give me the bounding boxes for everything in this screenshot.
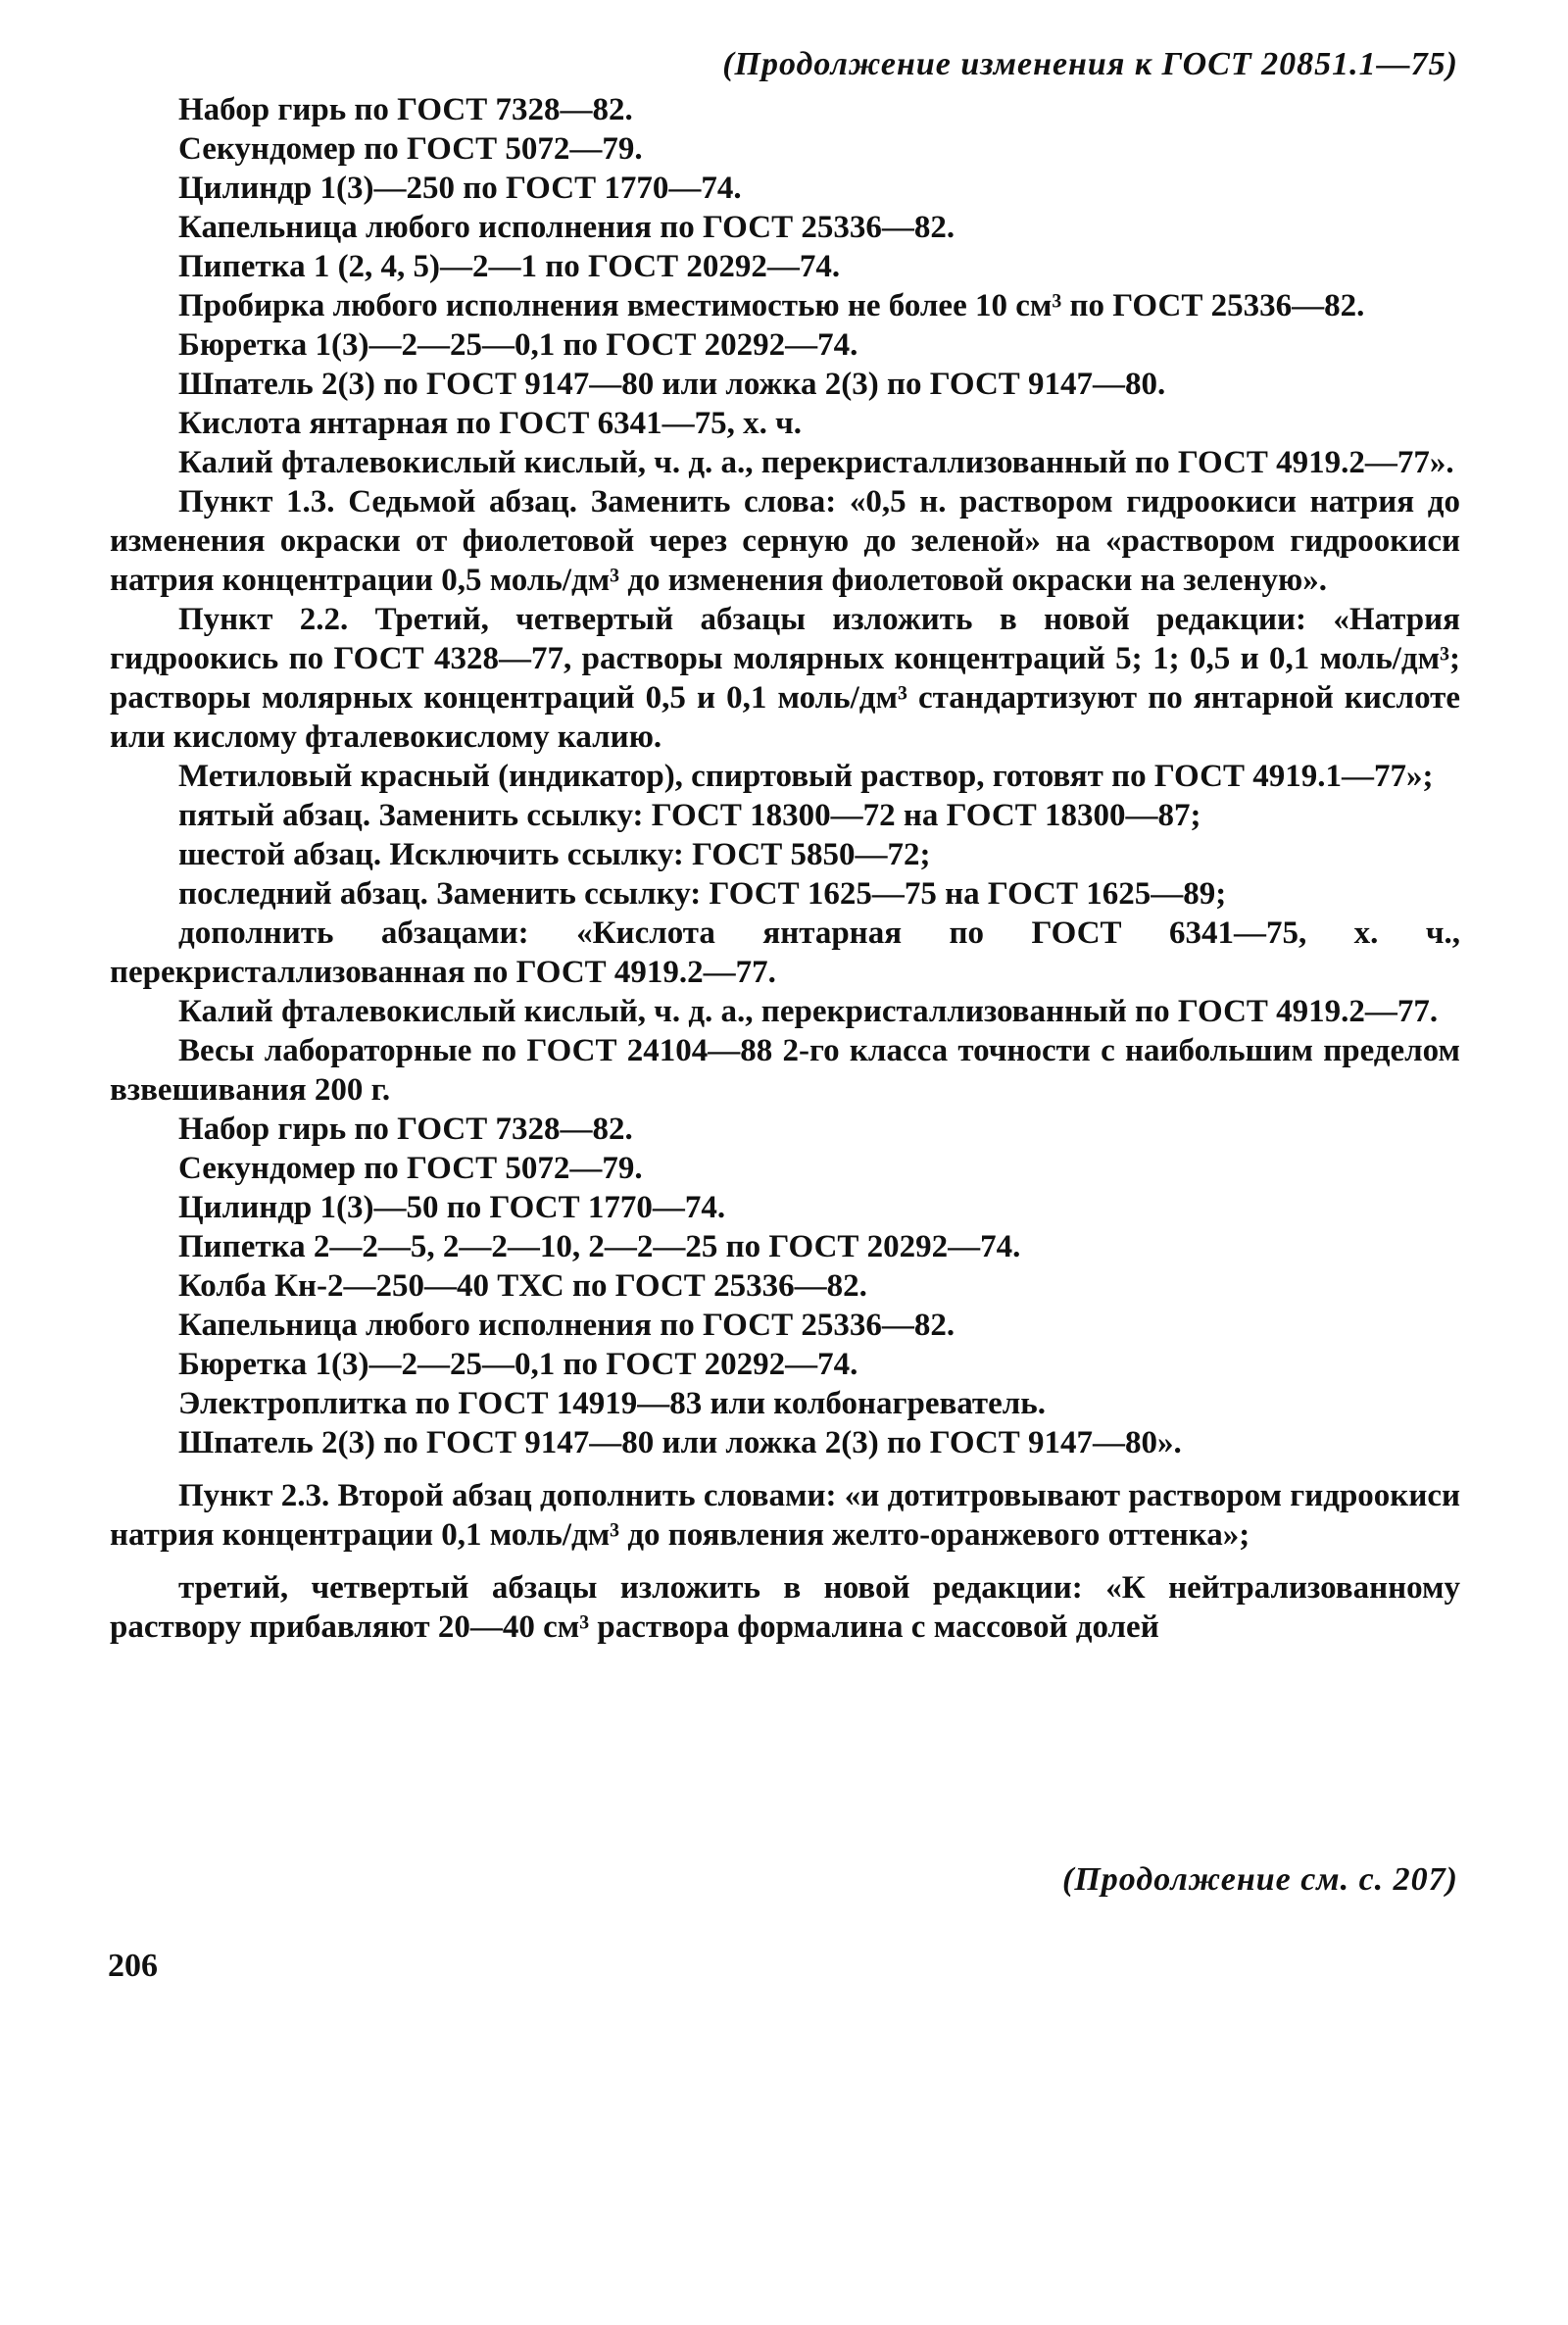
paragraph: Калий фталевокислый кислый, ч. д. а., перекристаллизованный по ГОСТ 4919.2—77. <box>178 994 1439 1029</box>
paragraph: Набор гирь по ГОСТ 7328—82. <box>178 92 633 127</box>
paragraph: третий, четвертый абзацы изложить в новой редакции: «К нейтрализованному раствору прибавляют 20—40 см³ раствора формалина с массовой долей <box>110 1570 1460 1645</box>
paragraph: дополнить абзацами: «Кислота янтарная по ГОСТ 6341—75, х. ч., перекристаллизованная по ГОСТ 4919.2—77. <box>110 915 1460 990</box>
paragraph: Пункт 1.3. Седьмой абзац. Заменить слова: «0,5 н. раствором гидроокиси натрия до изменения окраски от фиолетовой через серную до зеленой» на «раствором гидроокиси натрия концентрации 0,5 моль/дм³ до изменения фиолетовой окраски на зеленую». <box>110 484 1460 598</box>
continuation-header: (Продолжение изменения к ГОСТ 20851.1—75) <box>722 46 1458 82</box>
paragraph: Цилиндр 1(3)—50 по ГОСТ 1770—74. <box>178 1190 726 1225</box>
paragraph: Кислота янтарная по ГОСТ 6341—75, х. ч. <box>178 406 802 441</box>
page-number: 206 <box>108 1948 158 1984</box>
paragraph: Секундомер по ГОСТ 5072—79. <box>178 1151 643 1186</box>
paragraph: Калий фталевокислый кислый, ч. д. а., перекристаллизованный по ГОСТ 4919.2—77». <box>178 445 1454 480</box>
paragraph: Пипетка 2—2—5, 2—2—10, 2—2—25 по ГОСТ 20292—74. <box>178 1229 1021 1264</box>
paragraph: Колба Кн-2—250—40 ТХС по ГОСТ 25336—82. <box>178 1268 867 1304</box>
paragraph: Пункт 2.3. Второй абзац дополнить словами: «и дотитровывают раствором гидроокиси натрия концентрации 0,1 моль/дм³ до появления желто-оранжевого оттенка»; <box>110 1478 1460 1553</box>
paragraph: Пипетка 1 (2, 4, 5)—2—1 по ГОСТ 20292—74. <box>178 249 841 284</box>
continuation-footer: (Продолжение см. с. 207) <box>1062 1861 1458 1898</box>
paragraph: Бюретка 1(3)—2—25—0,1 по ГОСТ 20292—74. <box>178 327 858 363</box>
paragraph: Пробирка любого исполнения вместимостью не более 10 см³ по ГОСТ 25336—82. <box>178 288 1365 323</box>
paragraph: Секундомер по ГОСТ 5072—79. <box>178 131 643 167</box>
paragraph: Шпатель 2(3) по ГОСТ 9147—80 или ложка 2(3) по ГОСТ 9147—80. <box>178 367 1166 402</box>
paragraph: Капельница любого исполнения по ГОСТ 25336—82. <box>178 1308 956 1343</box>
paragraph: Метиловый красный (индикатор), спиртовый раствор, готовят по ГОСТ 4919.1—77»; <box>178 759 1434 794</box>
paragraph: шестой абзац. Исключить ссылку: ГОСТ 5850—72; <box>178 837 931 872</box>
paragraph: Электроплитка по ГОСТ 14919—83 или колбонагреватель. <box>178 1386 1047 1421</box>
paragraph: Капельница любого исполнения по ГОСТ 25336—82. <box>178 210 956 245</box>
paragraph: Весы лабораторные по ГОСТ 24104—88 2-го класса точности с наибольшим пределом взвешивания 200 г. <box>110 1033 1460 1108</box>
paragraph: Цилиндр 1(3)—250 по ГОСТ 1770—74. <box>178 171 742 206</box>
paragraph: Пункт 2.2. Третий, четвертый абзацы изложить в новой редакции: «Натрия гидроокись по ГОСТ 4328—77, растворы молярных концентраций 5; 1; 0,5 и 0,1 моль/дм³; растворы молярных концентраций 0,5 и 0,1 моль/дм³ стандартизуют по янтарной кислоте или кислому фталевокислому калию. <box>110 602 1460 755</box>
paragraph: последний абзац. Заменить ссылку: ГОСТ 1625—75 на ГОСТ 1625—89; <box>178 876 1227 912</box>
paragraph: Набор гирь по ГОСТ 7328—82. <box>178 1112 633 1147</box>
paragraph: пятый абзац. Заменить ссылку: ГОСТ 18300—72 на ГОСТ 18300—87; <box>178 798 1201 833</box>
paragraph: Бюретка 1(3)—2—25—0,1 по ГОСТ 20292—74. <box>178 1347 858 1382</box>
paragraph: Шпатель 2(3) по ГОСТ 9147—80 или ложка 2(3) по ГОСТ 9147—80». <box>178 1425 1182 1460</box>
document-body <box>110 90 1460 1647</box>
